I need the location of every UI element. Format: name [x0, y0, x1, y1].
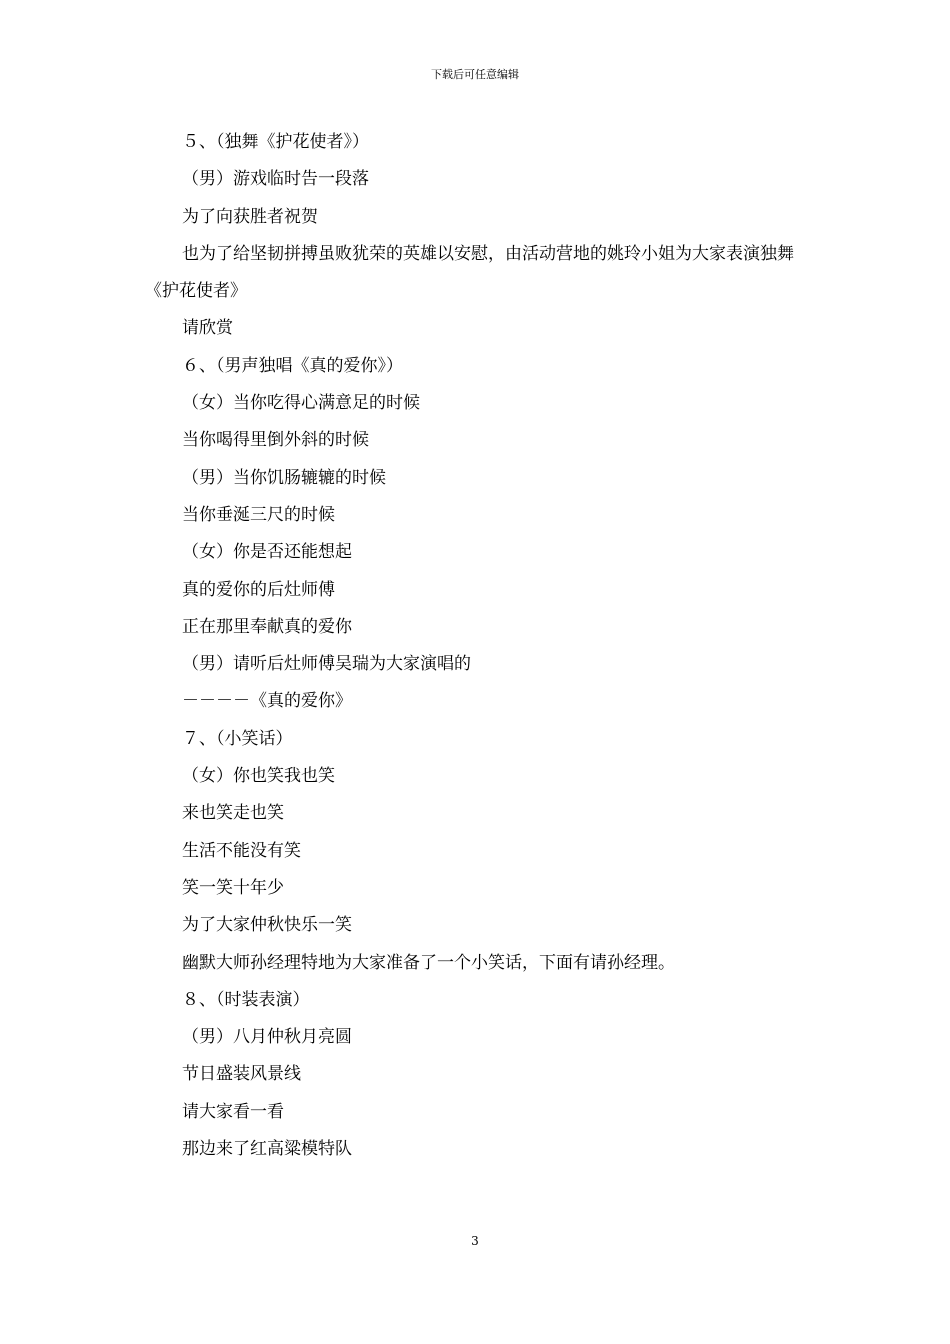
script-line: 来也笑走也笑 — [182, 803, 284, 824]
script-line: （男）游戏临时告一段落 — [182, 169, 369, 190]
section-heading: ７、（小笑话） — [182, 728, 293, 749]
script-line: （女）你也笑我也笑 — [182, 766, 335, 787]
script-line: 为了向获胜者祝贺 — [182, 206, 318, 227]
script-line: 当你喝得里倒外斜的时候 — [182, 430, 369, 451]
script-line: 为了大家仲秋快乐一笑 — [182, 915, 352, 936]
script-line: （女）你是否还能想起 — [182, 542, 352, 563]
script-line: 节日盛装风景线 — [182, 1064, 301, 1085]
page-number: 3 — [471, 1234, 479, 1248]
script-line: 那边来了红高粱模特队 — [182, 1139, 352, 1160]
script-line: 请欣赏 — [182, 318, 233, 339]
script-line: 当你垂涎三尺的时候 — [182, 504, 335, 525]
script-line: －－－－《真的爱你》 — [182, 691, 352, 712]
script-line: 幽默大师孙经理特地为大家准备了一个小笑话，下面有请孙经理。 — [182, 952, 675, 973]
script-line: 真的爱你的后灶师傅 — [182, 579, 335, 600]
page-header: 下载后可任意编辑 — [431, 68, 519, 81]
script-line: 请大家看一看 — [182, 1101, 284, 1122]
section-heading: ８、（时装表演） — [182, 989, 310, 1010]
script-line: 笑一笑十年少 — [182, 877, 284, 898]
script-line: （男）八月仲秋月亮圆 — [182, 1027, 352, 1048]
script-line: （男）当你饥肠辘辘的时候 — [182, 467, 386, 488]
section-heading: ５、（独舞《护花使者》） — [182, 132, 369, 152]
script-line: 生活不能没有笑 — [182, 840, 301, 861]
script-paragraph: 也为了给坚韧拼搏虽败犹荣的英雄以安慰，由活动营地的姚玲小姐为大家表演独舞《护花使者》 — [145, 243, 794, 302]
script-line: 正在那里奉献真的爱你 — [182, 616, 352, 637]
section-heading: ６、（男声独唱《真的爱你》） — [182, 355, 403, 376]
document-body — [145, 124, 815, 1168]
script-line: （女）当你吃得心满意足的时候 — [182, 393, 420, 414]
script-line: （男）请听后灶师傅吴瑞为大家演唱的 — [182, 654, 471, 675]
